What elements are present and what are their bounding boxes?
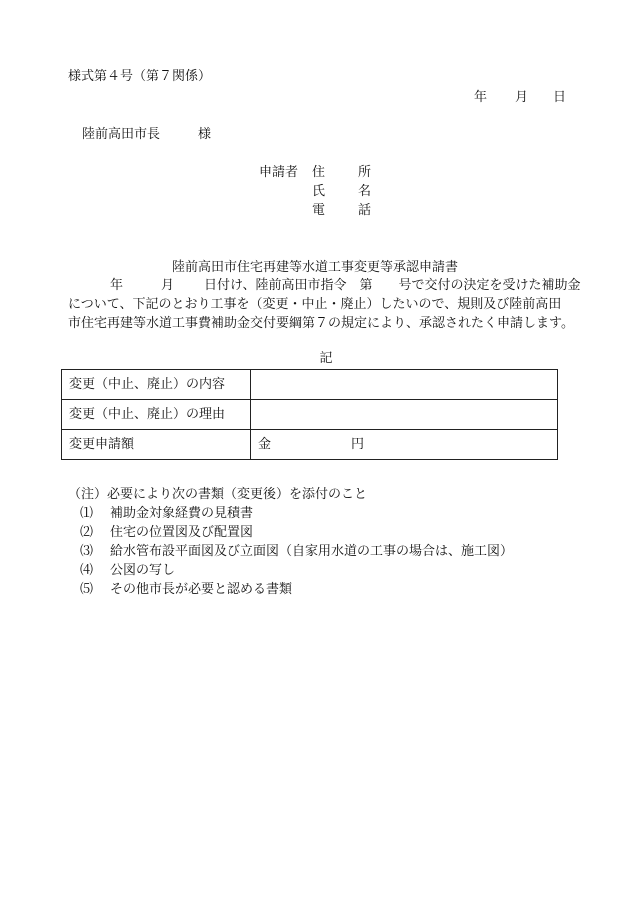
applicant-address-label: 住 所 [312,165,382,180]
date-month-label: 月 [515,90,529,105]
body-line1-rest: 日付け、陸前高田市指令 第 号で交付の決定を受けた補助金 [204,278,581,293]
list-item: ⑴ 補助金対象経費の見積書 [80,506,254,521]
ki-marker: 記 [319,351,333,366]
body-year-label: 年 [110,278,124,293]
change-amount-field[interactable] [251,430,558,460]
document-title: 陸前高田市住宅再建等水道工事変更等承認申請書 [171,260,458,275]
addressee-name: 陸前高田市長 [82,127,161,142]
change-amount-label: 変更申請額 [62,430,251,460]
list-item: ⑸ その他市長が必要と認める書類 [80,582,293,597]
list-item: ⑷ 公図の写し [80,563,176,578]
date-day-label: 日 [553,90,567,105]
amount-suffix: 円 [351,436,365,452]
details-table [61,369,558,460]
table-row [62,400,558,430]
body-line3: 市住宅再建等水道工事費補助金交付要綱第７の規定により、承認されたく申請します。 [68,316,574,331]
change-content-label: 変更（中止、廃止）の内容 [62,370,251,400]
table-row [62,370,558,400]
form-number: 様式第４号（第７関係） [68,69,212,84]
date-year-label: 年 [474,90,488,105]
notes-heading: （注）必要により次の書類（変更後）を添付のこと [68,487,368,502]
notes-section [68,486,513,600]
amount-prefix: 金 [258,436,272,452]
applicant-block [259,164,381,221]
applicant-phone-label: 電 話 [312,203,382,218]
body-month-label: 月 [161,278,175,293]
applicant-label: 申請者 [259,165,299,180]
list-item: ⑵ 住宅の位置図及び配置図 [80,525,254,540]
body-line2: について、下記のとおり工事を（変更・中止・廃止）したいので、規則及び陸前高田 [68,297,562,312]
table-row [62,430,558,460]
list-item: ⑶ 給水管布設平面図及び立面図（自家用水道の工事の場合は、施工図） [80,544,514,559]
change-reason-label: 変更（中止、廃止）の理由 [62,400,251,430]
change-reason-field[interactable] [251,400,558,430]
change-content-field[interactable] [251,370,558,400]
date-line [474,89,566,107]
addressee [82,126,211,144]
addressee-honorific: 様 [198,127,212,142]
applicant-name-label: 氏 名 [312,184,382,199]
body-paragraph [68,277,581,334]
